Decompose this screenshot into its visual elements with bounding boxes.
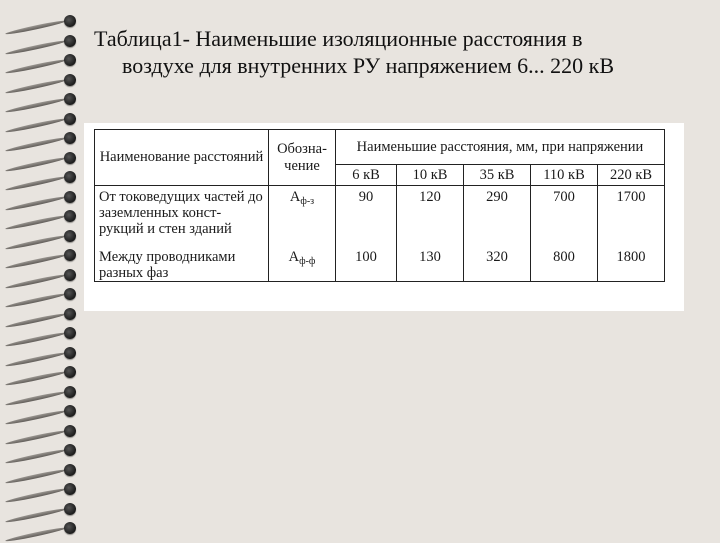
binding-ring [4,424,76,438]
binding-ring [4,229,76,243]
binding-ring [4,346,76,360]
row-label: Между проводниками разных фаз [95,246,269,282]
voltage-header: 35 кВ [464,165,531,186]
binding-ring [4,287,76,301]
slide-title [94,25,694,79]
binding-ring [4,502,76,516]
binding-ring [4,34,76,48]
value-cell: 120 [397,186,464,246]
spiral-binding [0,0,80,540]
binding-ring [4,463,76,477]
binding-ring [4,307,76,321]
binding-ring [4,209,76,223]
header-name: Наименование расстояний [95,130,269,186]
voltage-header: 10 кВ [397,165,464,186]
binding-ring [4,365,76,379]
binding-ring [4,53,76,67]
binding-ring [4,14,76,28]
row-label: От токоведущих частей до заземленных конст-рукций и стен зданий [95,186,269,246]
binding-ring [4,73,76,87]
table-row [95,186,665,246]
value-cell: 90 [336,186,397,246]
value-cell: 1700 [598,186,665,246]
row-symbol [269,246,336,282]
voltage-header: 110 кВ [531,165,598,186]
value-cell: 700 [531,186,598,246]
value-cell: 290 [464,186,531,246]
distances-table [94,129,665,282]
binding-ring [4,248,76,262]
voltage-header: 220 кВ [598,165,665,186]
value-cell: 130 [397,246,464,282]
table-row [95,246,665,282]
binding-ring [4,170,76,184]
header-symbol: Обозна-чение [269,130,336,186]
binding-ring [4,92,76,106]
title-line-2: воздухе для внутренних РУ напряжением 6... 220 кВ [122,53,615,78]
symbol-main: А [288,248,300,265]
table-image [84,123,684,311]
header-distances: Наименьшие расстояния, мм, при напряжении [336,130,665,165]
binding-ring [4,443,76,457]
binding-ring [4,131,76,145]
value-cell: 800 [531,246,598,282]
title-line-1: Таблица1- Наименьшие изоляционные расстояния в [94,26,583,51]
binding-ring [4,112,76,126]
symbol-sub: ф-з [300,196,315,207]
row-symbol [269,186,336,246]
symbol-sub: ф-ф [299,255,316,267]
binding-ring [4,151,76,165]
binding-ring [4,404,76,418]
value-cell: 320 [464,246,531,282]
symbol-main: А [289,189,301,205]
binding-ring [4,482,76,496]
binding-ring [4,268,76,282]
value-cell: 100 [336,246,397,282]
binding-ring [4,190,76,204]
value-cell: 1800 [598,246,665,282]
binding-ring [4,385,76,399]
binding-ring [4,521,76,535]
binding-ring [4,326,76,340]
voltage-header: 6 кВ [336,165,397,186]
